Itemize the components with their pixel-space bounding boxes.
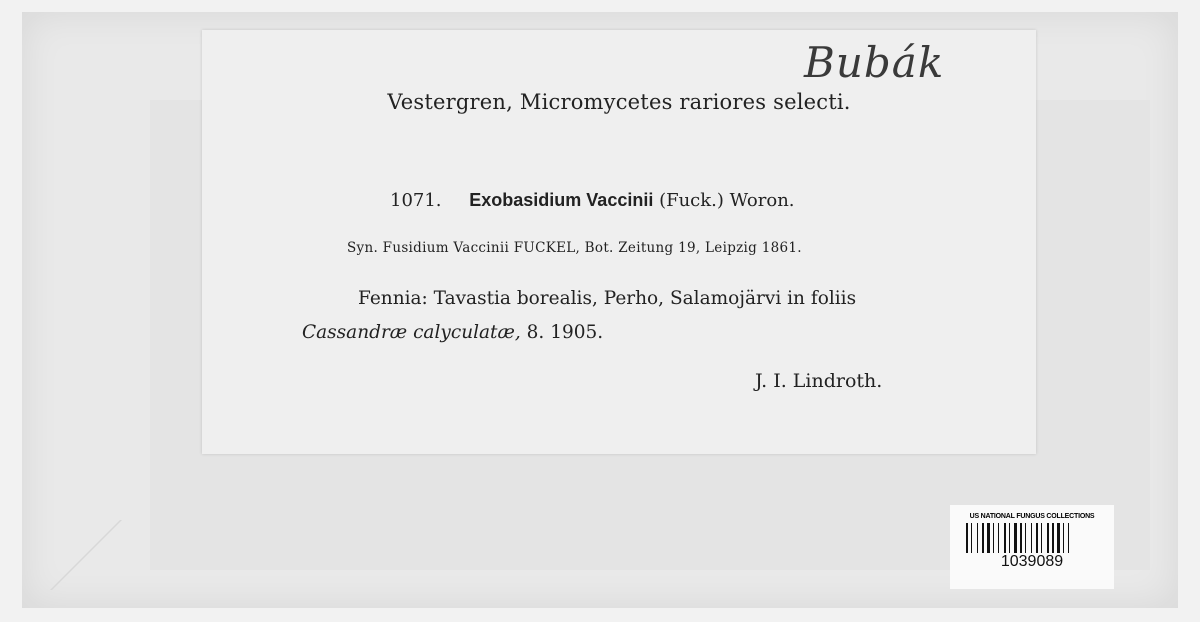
species-name: Exobasidium Vaccinii — [469, 190, 654, 210]
specimen-label — [202, 30, 1036, 454]
barcode-bars — [964, 523, 1100, 553]
barcode-header: US NATIONAL FUNGUS COLLECTIONS — [969, 513, 1095, 520]
species-authority: (Fuck.) Woron. — [659, 190, 795, 211]
series-title: Vestergren, Micromycetes rariores selecti. — [387, 90, 851, 114]
specimen-line — [390, 190, 795, 211]
host-line — [302, 322, 603, 343]
collector-name: J. I. Lindroth. — [755, 370, 883, 392]
handwritten-annotation: Bubák — [804, 38, 945, 87]
specimen-number: 1071. — [390, 190, 442, 211]
collection-date: 8. 1905. — [526, 322, 604, 343]
synonym-line: Syn. Fusidium Vaccinii FUCKEL, Bot. Zeitung 19, Leipzig 1861. — [347, 240, 802, 256]
barcode-number: 1039089 — [1000, 553, 1064, 570]
barcode-label — [950, 505, 1114, 589]
locality-line: Fennia: Tavastia borealis, Perho, Salamojärvi in foliis — [358, 288, 857, 309]
host-name: Cassandræ calyculatæ, — [302, 322, 521, 343]
